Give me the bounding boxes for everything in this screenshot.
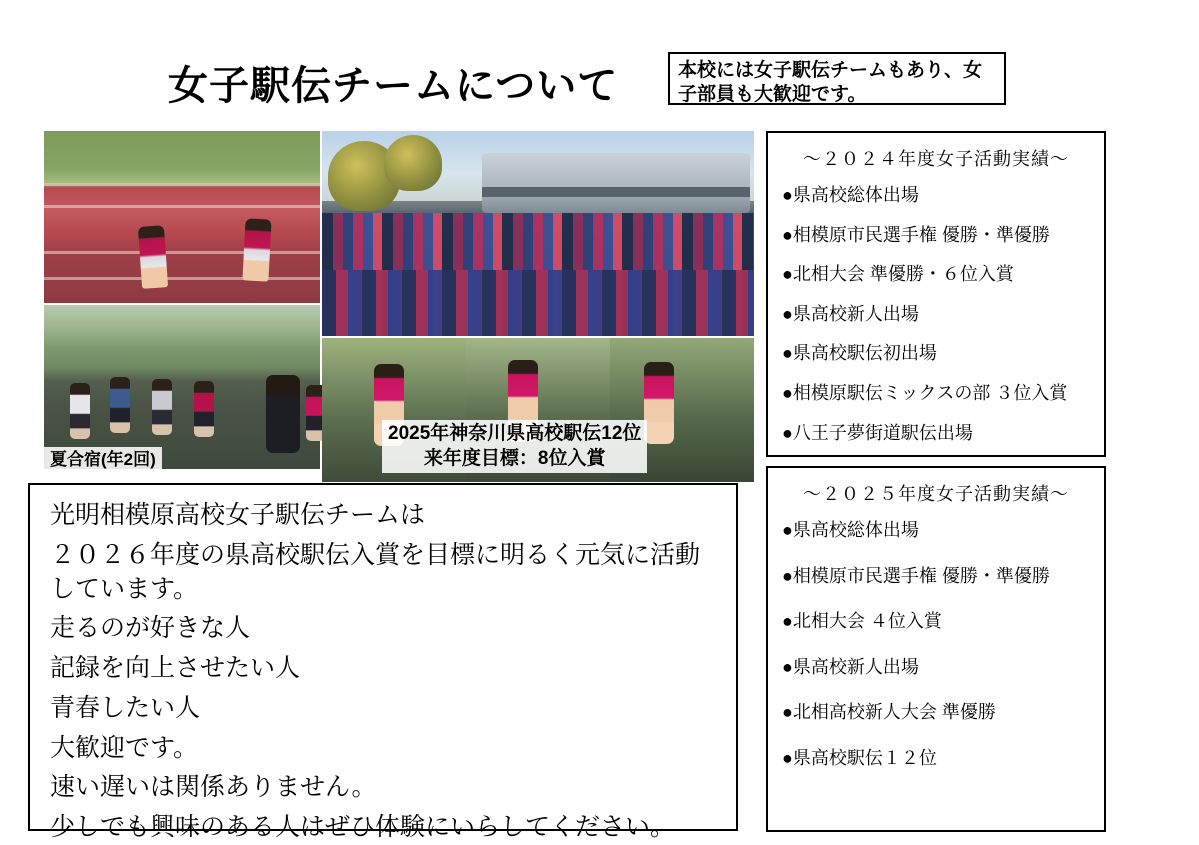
runner-figure <box>70 383 90 439</box>
result-item: ●県高校駅伝１２位 <box>782 747 937 768</box>
result-item: ●県高校新人出場 <box>782 303 919 324</box>
page-title: 女子駅伝チームについて <box>168 63 619 108</box>
result-item: ●県高校駅伝初出場 <box>782 343 937 364</box>
intro-line: ２０２６年度の県高校駅伝入賞を目標に明るく元気に活動しています。 <box>50 541 701 603</box>
results-box-2024 <box>766 131 1106 457</box>
results-heading-2025: 〜２０２５年度女子活動実績〜 <box>803 484 1069 504</box>
runner-figure <box>152 379 172 435</box>
results-heading-2024: 〜２０２４年度女子活動実績〜 <box>803 149 1069 169</box>
result-item: ●八王子夢街道駅伝出場 <box>782 422 973 443</box>
photo-caption-ekiden: 2025年神奈川県高校駅伝12位 来年度目標：8位入賞 <box>382 420 647 473</box>
result-item: ●相模原市民選手権 優勝・準優勝 <box>782 565 1050 586</box>
intro-line: 記録を向上させたい人 <box>50 655 301 682</box>
photo-city-championship <box>44 131 320 303</box>
result-item: ●相模原市民選手権 優勝・準優勝 <box>782 224 1050 245</box>
result-item: ●県高校新人出場 <box>782 656 919 677</box>
intro-line: 少しでも興味のある人はぜひ体験にいらしてください。 <box>50 814 676 841</box>
title-note-text: 本校には女子駅伝チームもあり、女子部員も大歓迎です。 <box>678 60 983 105</box>
intro-line: 光明相模原高校女子駅伝チームは <box>50 502 426 529</box>
runner-figure <box>194 381 214 437</box>
intro-line: 速い遅いは関係ありません。 <box>50 774 377 802</box>
photo-summer-camp <box>44 305 320 469</box>
runner-figure <box>138 225 168 289</box>
photo-caption-summer-camp: 夏合宿(年2回) <box>44 447 162 473</box>
intro-line: 走るのが好きな人 <box>50 615 251 643</box>
runner-figure <box>110 377 130 433</box>
intro-line: 大歓迎です。 <box>50 734 199 762</box>
result-item: ●県高校総体出場 <box>782 185 919 205</box>
runner-figure <box>644 362 674 444</box>
result-item: ●相模原駅伝ミックスの部 ３位入賞 <box>782 382 1068 403</box>
intro-text-box <box>28 483 738 841</box>
tree <box>384 135 442 191</box>
title-note-box <box>668 52 1006 105</box>
result-item: ●県高校総体出場 <box>782 520 919 540</box>
stadium-structure <box>482 153 750 213</box>
results-box-2025 <box>766 466 1106 832</box>
result-item: ●北相大会 ４位入賞 <box>782 611 942 632</box>
runner-figure <box>242 218 271 281</box>
photo-team-group <box>322 131 754 336</box>
intro-line: 青春したい人 <box>50 694 201 722</box>
coach-figure <box>266 375 300 453</box>
result-item: ●北相大会 準優勝・６位入賞 <box>782 264 1014 285</box>
result-item: ●北相高校新人大会 準優勝 <box>782 702 996 723</box>
team-members-row <box>322 270 754 336</box>
